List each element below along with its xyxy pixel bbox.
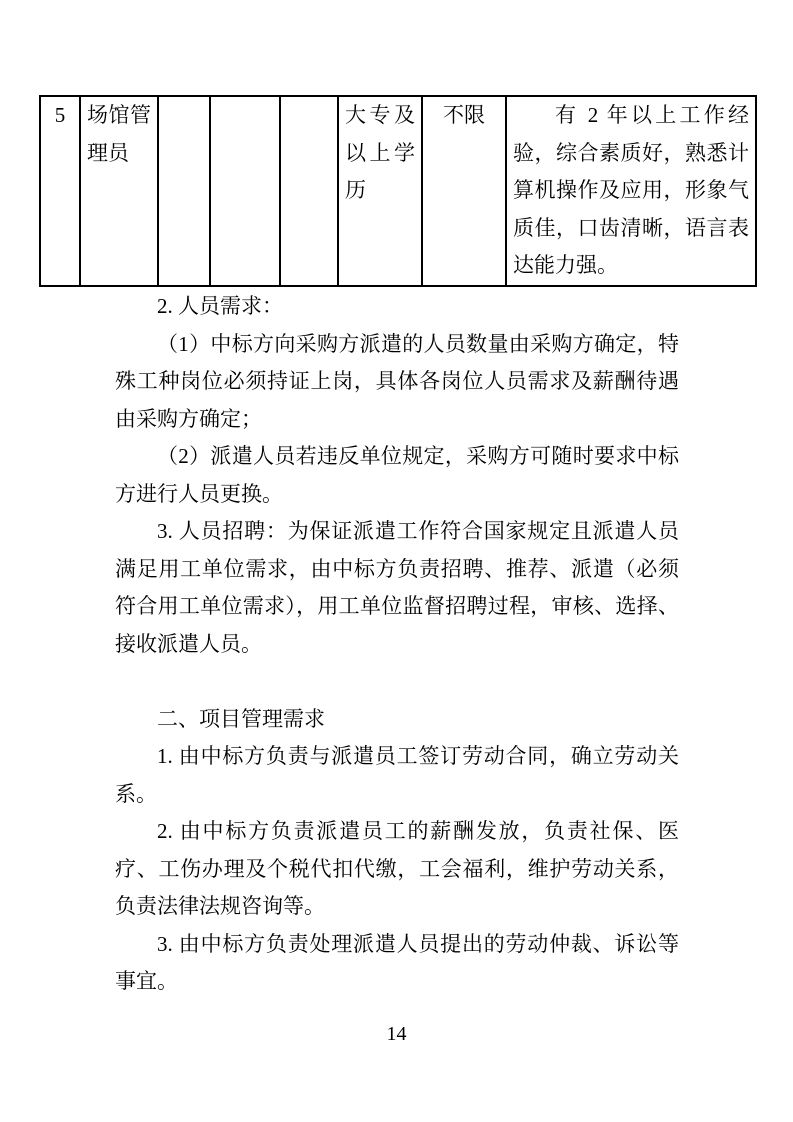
- page-number: 14: [386, 1023, 407, 1045]
- para-recruitment: 3. 人员招聘：为保证派遣工作符合国家规定且派遣人员满足用工单位需求，由中标方负责招聘、推荐、派遣（必须符合用工单位需求），用工单位监督招聘过程，审核、选择、接收派遣人员。: [115, 519, 679, 656]
- table-row: [40, 96, 756, 286]
- cell-empty-2: [210, 96, 280, 286]
- para-management-item-1: 1. 由中标方负责与派遣员工签订劳动合同，确立劳动关系。: [115, 744, 679, 806]
- cell-position-name: 场馆管理员: [80, 96, 158, 286]
- staffing-table: [39, 95, 757, 287]
- para-management-item-3: 3. 由中标方负责处理派遣人员提出的劳动仲裁、诉讼等事宜。: [115, 931, 679, 993]
- cell-requirements: 有 2 年以上工作经验，综合素质好，熟悉计算机操作及应用，形象气质佳，口齿清晰，语言表达能力强。: [506, 96, 756, 286]
- para-section-heading-project-management: 二、项目管理需求: [157, 706, 325, 731]
- cell-empty-1: [158, 96, 210, 286]
- cell-empty-3: [280, 96, 338, 286]
- para-requirement-item-1: （1）中标方向采购方派遣的人员数量由采购方确定，特殊工种岗位必须持证上岗，具体各岗位人员需求及薪酬待遇由采购方确定；: [115, 331, 679, 431]
- document-body: [115, 288, 679, 1001]
- para-personnel-requirements-heading: 2. 人员需求：: [157, 294, 283, 318]
- cell-education: 大专及以上学历: [338, 96, 422, 286]
- cell-restriction: 不限: [422, 96, 506, 286]
- blank-line: [115, 663, 679, 701]
- cell-row-number: 5: [40, 96, 80, 286]
- para-management-item-2: 2. 由中标方负责派遣员工的薪酬发放，负责社保、医疗、工伤办理及个税代扣代缴，工会福利，维护劳动关系，负责法律法规咨询等。: [115, 819, 679, 918]
- para-requirement-item-2: （2）派遣人员若违反单位规定，采购方可随时要求中标方进行人员更换。: [115, 444, 679, 506]
